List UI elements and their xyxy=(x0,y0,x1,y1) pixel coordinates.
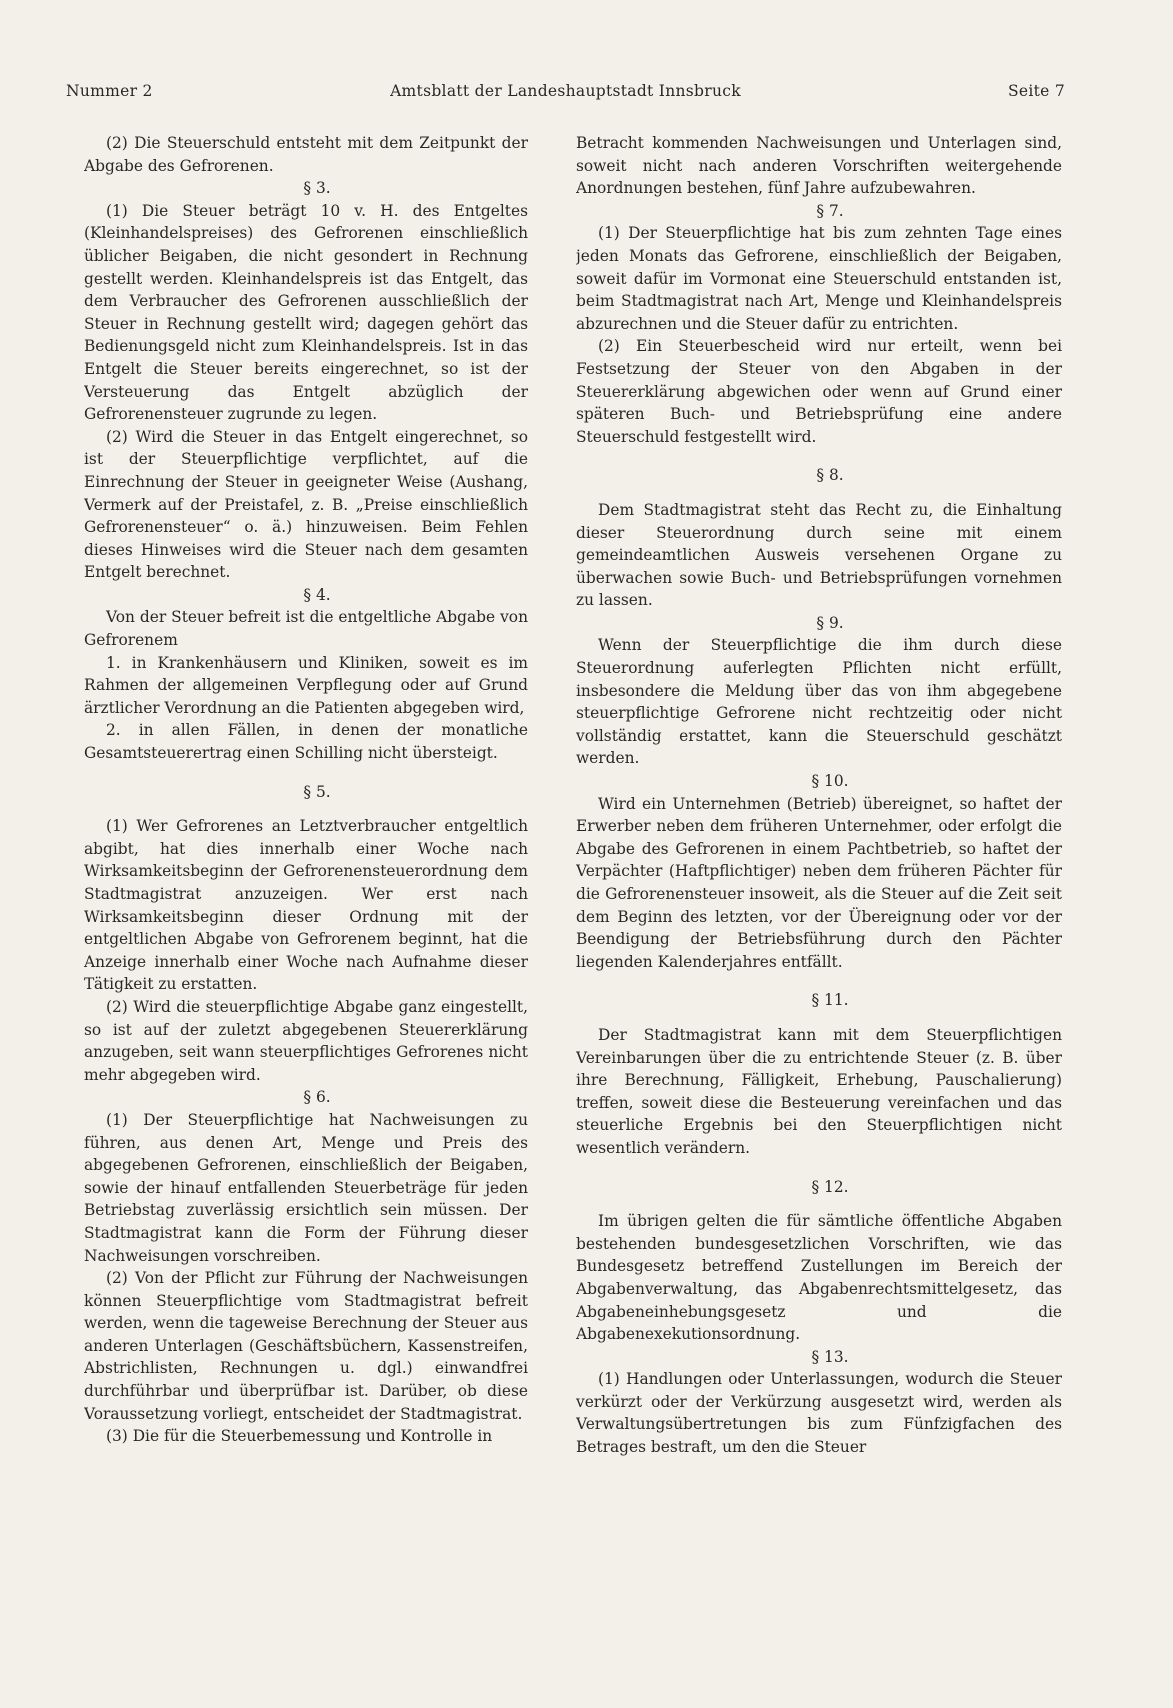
issue-number: Nummer 2 xyxy=(66,82,153,100)
paragraph: Dem Stadtmagistrat steht das Recht zu, die Einhaltung dieser Steuerordnung durch seine mit einem gemeindeamtlichen Ausweis versehenen Organe zu überwachen sowie Buch- und Betriebsprüfungen vornehmen zu lassen. xyxy=(576,500,1062,610)
paragraph: Wenn der Steuerpflichtige die ihm durch diese Steuerordnung auferlegten Pflichten nicht erfüllt, insbesondere die Meldung über das von ihm abgegebene steuerpflichtige Gefrorene nicht rechtzeitig oder nicht vollständig erstattet, kann die Steuerschuld geschätzt werden. xyxy=(576,636,1062,768)
section-heading: § 6. xyxy=(303,1088,331,1107)
section-heading: § 8. xyxy=(816,466,844,485)
paragraph: Von der Steuer befreit ist die entgeltliche Abgabe von Gefrorenem xyxy=(84,608,528,650)
paragraph: Betracht kommenden Nachweisungen und Unterlagen sind, soweit nicht nach anderen Vorschriften weitergehende Anordnungen bestehen, fünf Jahre aufzubewahren. xyxy=(576,134,1062,198)
section-heading: § 12. xyxy=(811,1177,849,1196)
section-heading: § 10. xyxy=(811,772,849,791)
paragraph: (2) Von der Pflicht zur Führung der Nachweisungen können Steuerpflichtige vom Stadtmagistrat befreit werden, wenn die tageweise Berechnung der Steuer aus anderen Unterlagen (Geschäftsbüchern, Kassenstreifen, Abstrichlisten, Rechnungen u. dgl.) einwandfrei durchführbar und überprüfbar ist. Darüber, ob diese Voraussetzung vorliegt, entscheidet der Stadtmagistrat. xyxy=(84,1269,528,1423)
section-heading: § 9. xyxy=(816,613,844,632)
paragraph: Im übrigen gelten die für sämtliche öffentliche Abgaben bestehenden bundesgesetzlichen Vorschriften, wie das Bundesgesetz betreffend Zustellungen im Bereich der Abgabenverwaltung, das Abgabenrechtsmittelgesetz, das Abgabeneinhebungsgesetz und die Abgabenexekutionsordnung. xyxy=(576,1212,1062,1344)
paragraph: (2) Ein Steuerbescheid wird nur erteilt, wenn bei Festsetzung der Steuer von den Abgaben in der Steuererklärung abgewichen oder wenn auf Grund einer späteren Buch- und Betriebsprüfung eine andere Steuerschuld festgestellt wird. xyxy=(576,337,1062,446)
paragraph: Wird ein Unternehmen (Betrieb) übereignet, so haftet der Erwerber neben dem früheren Unternehmer, oder erfolgt die Abgabe des Gefrorenen in einem Pachtbetrieb, so haftet der Verpächter (Haftpflichtiger) neben dem früheren Pächter für die Gefrorenensteuer insoweit, als die Steuer auf die Zeit seit dem Beginn des letzten, vor der Übereignung oder vor der Beendigung der Betriebsführung durch den Pächter liegenden Kalenderjahres entfällt. xyxy=(576,794,1062,971)
paragraph: Der Stadtmagistrat kann mit dem Steuerpflichtigen Vereinbarungen über die zu entrichtende Steuer (z. B. über ihre Berechnung, Fälligkeit, Erhebung, Pauschalierung) treffen, soweit diese die Besteuerung vereinfachen und das steuerliche Ergebnis bei den Steuerpflichtigen nicht wesentlich verändern. xyxy=(576,1025,1062,1157)
paragraph: (1) Der Steuerpflichtige hat Nachweisungen zu führen, aus denen Art, Menge und Preis des abgegebenen Gefrorenen, einschließlich der Beigaben, sowie der hinauf entfallenden Steuerbeträge für jeden Betriebstag zuverlässig ersichtlich sein müssen. Der Stadtmagistrat kann die Form der Führung dieser Nachweisungen vorschreiben. xyxy=(84,1110,528,1265)
list-item: 2. in allen Fällen, in denen der monatliche Gesamtsteuerertrag einen Schilling nicht übersteigt. xyxy=(84,721,528,763)
section-heading: § 13. xyxy=(811,1347,849,1366)
section-heading: § 4. xyxy=(303,585,331,604)
publication-title: Amtsblatt der Landeshauptstadt Innsbruck xyxy=(390,82,741,100)
paragraph: (2) Wird die steuerpflichtige Abgabe ganz eingestellt, so ist auf der zuletzt abgegebenen Steuererklärung anzugeben, seit wann steuerpflichtiges Gefrorenes nicht mehr abgegeben wird. xyxy=(84,997,528,1084)
section-heading: § 7. xyxy=(816,201,844,220)
right-column xyxy=(576,132,1062,1668)
paragraph: (2) Die Steuerschuld entsteht mit dem Zeitpunkt der Abgabe des Gefrorenen. xyxy=(84,134,528,175)
section-heading: § 3. xyxy=(303,179,331,198)
paragraph: (3) Die für die Steuerbemessung und Kontrolle in xyxy=(106,1427,493,1446)
paragraph: (1) Die Steuer beträgt 10 v. H. des Entgeltes (Kleinhandelspreises) des Gefrorenen einschließlich üblicher Beigaben, die nicht gesondert in Rechnung gestellt werden. Kleinhandelspreis ist das Entgelt, das dem Verbraucher des Gefrorenen ausschließlich der Steuer in Rechnung gestellt wird; dagegen gehört das Bedienungsgeld nicht zum Kleinhandelspreis. Ist in das Entgelt die Steuer bereits eingerechnet, so ist der Versteuerung das Entgelt abzüglich der Gefrorenensteuer zugrunde zu legen. xyxy=(84,201,528,424)
section-heading: § 11. xyxy=(811,991,849,1010)
left-column xyxy=(84,132,528,1668)
list-item: 1. in Krankenhäusern und Kliniken, soweit es im Rahmen der allgemeinen Verpflegung oder auf Grund ärztlicher Verordnung an die Patienten abgegeben wird, xyxy=(84,653,528,717)
page-header xyxy=(66,82,1065,108)
paragraph: (1) Der Steuerpflichtige hat bis zum zehnten Tage eines jeden Monats das Gefrorene, einschließlich der Beigaben, soweit dafür im Vormonat eine Steuerschuld entstanden ist, beim Stadtmagistrat nach Art, Menge und Kleinhandelspreis abzurechnen und die Steuer dafür zu entrichten. xyxy=(576,224,1062,333)
paragraph: (2) Wird die Steuer in das Entgelt eingerechnet, so ist der Steuerpflichtige verpflichtet, auf die Einrechnung der Steuer in geeigneter Weise (Aushang, Vermerk auf der Preistafel, z. B. „Preise einschließlich Gefrorenensteuer“ o. ä.) hinzuweisen. Beim Fehlen dieses Hinweises wird die Steuer nach dem gesamten Entgelt berechnet. xyxy=(84,427,528,582)
paragraph: (1) Wer Gefrorenes an Letztverbraucher entgeltlich abgibt, hat dies innerhalb einer Woche nach Wirksamkeitsbeginn der Gefrorenensteuerordnung dem Stadtmagistrat anzuzeigen. Wer erst nach Wirksamkeitsbeginn dieser Ordnung mit der entgeltlichen Abgabe von Gefrorenem beginnt, hat die Anzeige innerhalb einer Woche nach Aufnahme dieser Tätigkeit zu erstatten. xyxy=(84,817,528,994)
section-heading: § 5. xyxy=(303,782,331,801)
paragraph: (1) Handlungen oder Unterlassungen, wodurch die Steuer verkürzt oder der Verkürzung ausgesetzt wird, werden als Verwaltungsübertretungen bis zum Fünfzigfachen des Betrages bestraft, um den die Steuer xyxy=(576,1370,1062,1457)
page-number: Seite 7 xyxy=(1007,82,1065,100)
